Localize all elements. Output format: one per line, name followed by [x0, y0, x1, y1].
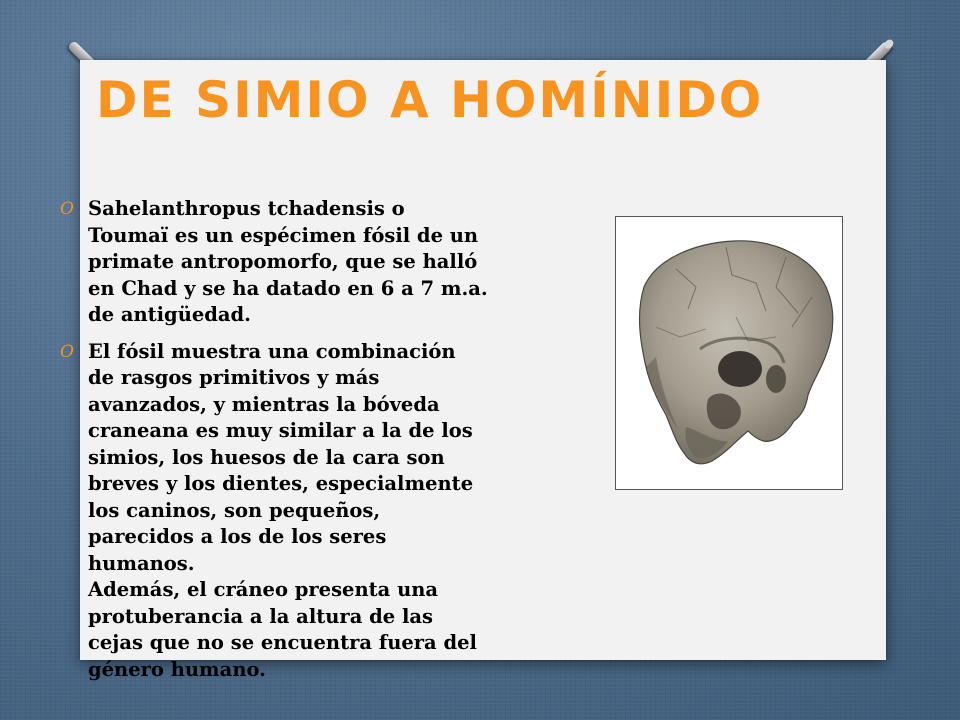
bullet-2-line-7: los caninos, son pequeños, — [88, 498, 381, 522]
bullet-item-1 — [56, 196, 576, 329]
bullet-1-line-2: Toumaï es un espécimen fósil de un — [88, 223, 479, 247]
skull-fossil-icon — [616, 217, 842, 489]
bullet-2-line-13: género humano. — [88, 657, 266, 681]
slide-title: DE SIMIO A HOMÍNIDO — [96, 71, 764, 129]
bullet-2-line-2: de rasgos primitivos y más — [88, 366, 380, 389]
bullet-2-line-6: breves y los dientes, especialmente — [88, 472, 474, 495]
bullet-2-line-3: avanzados, y mientras la bóveda — [88, 392, 440, 416]
bullet-1-line-5: de antigüedad. — [88, 303, 251, 326]
bullet-item-2 — [56, 339, 576, 684]
eye-socket-side — [766, 365, 786, 393]
bullet-1-line-1: Sahelanthropus tchadensis o — [88, 197, 405, 220]
bullet-1-line-4: en Chad y se ha datado en 6 a 7 m.a. — [88, 276, 488, 300]
skull-photo — [615, 216, 843, 490]
bullet-2-line-1: El fósil muestra una combinación — [88, 339, 456, 363]
bullet-2-line-10: Además, el cráneo presenta una — [88, 578, 439, 601]
bullet-2-line-5: simios, los huesos de la cara son — [88, 445, 445, 469]
eye-socket — [718, 351, 762, 387]
bullet-2-line-11: protuberancia a la altura de las — [88, 604, 433, 628]
bullet-marker-icon: O — [60, 199, 74, 219]
bullet-2-line-9: humanos. — [88, 551, 195, 575]
bullet-2-line-4: craneana es muy similar a la de los — [88, 419, 473, 442]
bullet-list — [56, 196, 576, 693]
bullet-2-line-12: cejas que no se encuentra fuera del — [88, 631, 477, 654]
bullet-1-line-3: primate antropomorfo, que se halló — [88, 250, 478, 273]
bullet-marker-icon: O — [60, 341, 74, 362]
bullet-2-line-8: parecidos a los de los seres — [88, 525, 387, 548]
